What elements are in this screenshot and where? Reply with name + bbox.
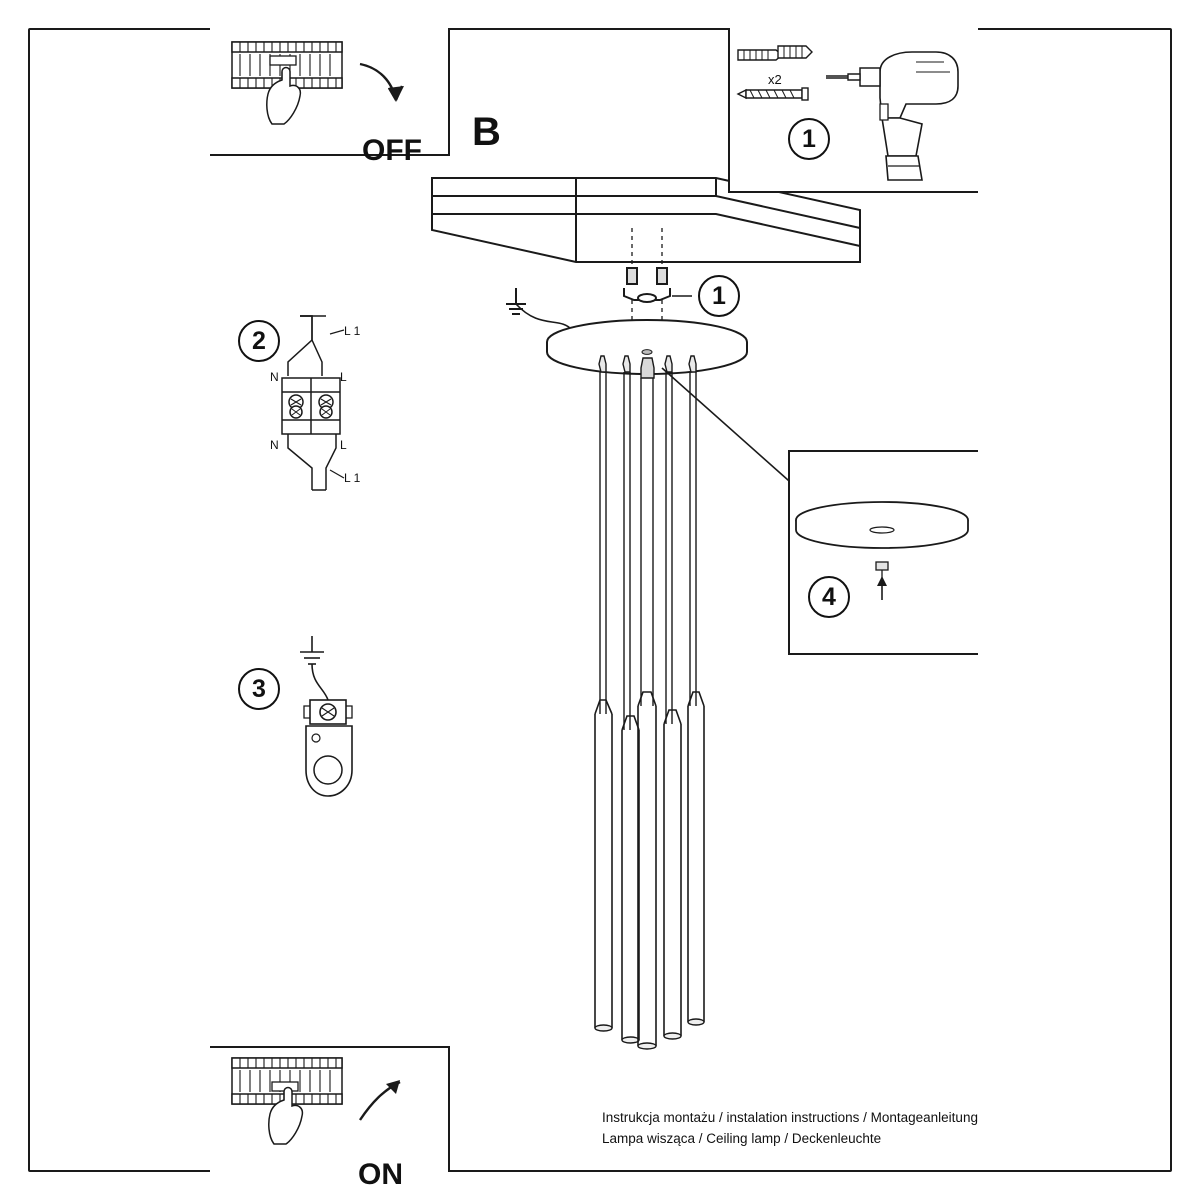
step-c-word-on: ON xyxy=(358,1158,403,1191)
drill-and-fasteners-illustration xyxy=(730,28,976,189)
canopy-detail-illustration xyxy=(790,452,976,653)
panel-step-c xyxy=(210,1046,450,1191)
footer-line-2: Lampa wisząca / Ceiling lamp / Deckenleuchte xyxy=(602,1130,882,1146)
sheet-border xyxy=(28,28,1172,1172)
callout-2: 2 xyxy=(238,320,280,362)
step-a-word-off: OFF xyxy=(362,134,422,167)
terminal-label-l-lower: L xyxy=(340,438,347,452)
callout-4-panel: 4 xyxy=(808,576,850,618)
terminal-label-l-upper: L xyxy=(340,370,347,384)
footer-line-1: Instrukcja montażu / instalation instructions / Montageanleitung xyxy=(602,1110,978,1125)
breaker-on-illustration xyxy=(210,1048,446,1170)
terminal-label-n-lower: N xyxy=(270,438,279,452)
panel-step-a xyxy=(210,28,450,167)
callout-1-main: 1 xyxy=(698,275,740,317)
panel-step-1 xyxy=(728,28,978,193)
terminal-label-n-upper: N xyxy=(270,370,279,384)
terminal-label-l1-bottom: L 1 xyxy=(344,471,361,485)
callout-3: 3 xyxy=(238,668,280,710)
panel-step-4 xyxy=(788,450,978,655)
terminal-label-l1-top: L 1 xyxy=(344,324,361,338)
step-b-letter: B xyxy=(472,110,501,154)
panel1-quantity-label: x2 xyxy=(768,72,782,87)
footer-captions xyxy=(602,1108,1022,1150)
callout-1-panel: 1 xyxy=(788,118,830,160)
